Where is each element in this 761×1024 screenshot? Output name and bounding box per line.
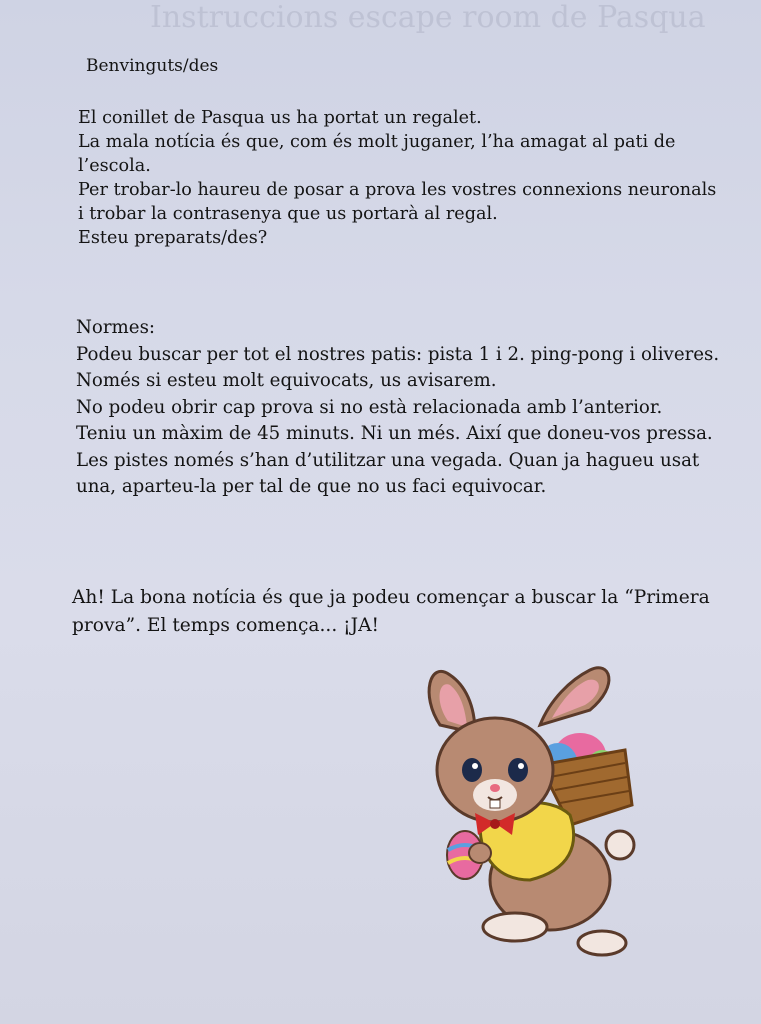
rule-item: Només si esteu molt equivocats, us avisarem. <box>76 370 497 391</box>
intro-line: La mala notícia és que, com és molt juganer, l’ha amagat al pati de l’escola. <box>78 132 676 176</box>
bunny-head <box>437 718 553 822</box>
intro-line: Esteu preparats/des? <box>78 228 268 248</box>
intro-paragraph <box>78 106 718 250</box>
easter-bunny-illustration <box>420 655 660 970</box>
rule-item: Teniu un màxim de 45 minuts. Ni un més. Així que doneu-vos pressa. <box>76 423 713 444</box>
rule-item: No podeu obrir cap prova si no està relacionada amb l’anterior. <box>76 396 663 418</box>
show-through-heading: Instruccions escape room de Pasqua <box>150 0 706 35</box>
rules-title: Normes: <box>76 317 156 338</box>
greeting: Benvinguts/des <box>86 56 219 76</box>
rule-item: Les pistes només s’han d’utilitzar una vegada. Quan ja hagueu usat una, aparteu-la per tal de que no us faci equivocar. <box>76 449 700 497</box>
closing-paragraph: Ah! La bona notícia és que ja podeu començar a buscar la “Primera prova”. El temps comença... ¡JA! <box>72 587 710 636</box>
intro-line: El conillet de Pasqua us ha portat un regalet. <box>78 108 482 128</box>
intro-line: Per trobar-lo haureu de posar a prova les vostres connexions neuronals i trobar la contrasenya que us portarà al regal. <box>78 180 717 224</box>
rule-item: Podeu buscar per tot el nostres patis: pista 1 i 2. ping-pong i oliveres. <box>76 343 720 365</box>
rules-section <box>76 315 726 501</box>
